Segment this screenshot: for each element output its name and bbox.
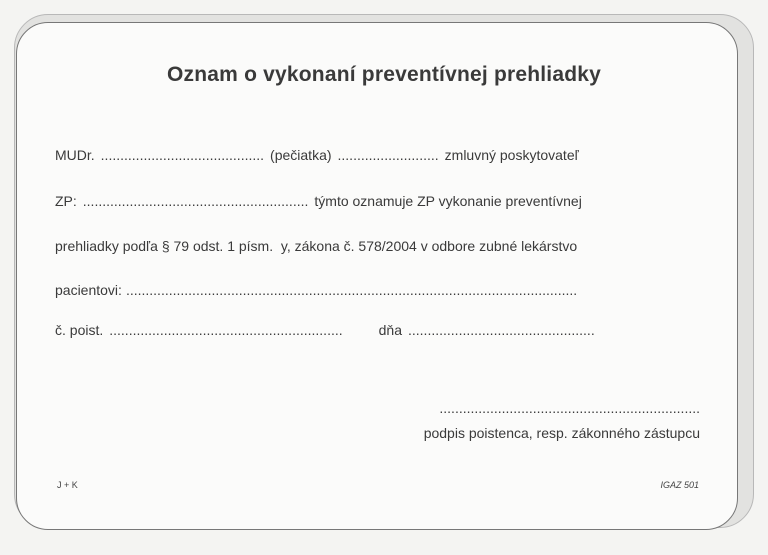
date-field[interactable]: ................................................ [408, 322, 595, 338]
provider-label: zmluvný poskytovateľ [444, 147, 579, 163]
insurance-number-label: č. poist. [55, 322, 104, 338]
doctor-line [55, 147, 700, 163]
insurer-label: ZP: [55, 193, 77, 209]
stamp-label: (pečiatka) [270, 147, 332, 163]
date-label: dňa [378, 322, 402, 338]
doctor-label: MUDr. [55, 147, 95, 163]
insurer-field[interactable]: .......................................................... [82, 193, 309, 209]
doctor-field[interactable]: .......................................... [100, 147, 265, 163]
stamp-field[interactable]: .......................... [337, 147, 439, 163]
patient-field[interactable]: .................................................................................................................... [125, 282, 578, 298]
footer-form-code: IGAZ 501 [660, 480, 699, 490]
insurance-number-field[interactable]: ............................................................ [109, 322, 343, 338]
form-card [16, 22, 738, 530]
legal-text: prehliadky podľa § 79 odst. 1 písm. y, zákona č. 578/2004 v odbore zubné lekárstvo [55, 238, 578, 254]
insurance-number-line [55, 322, 700, 338]
signature-caption: podpis poistenca, resp. zákonného zástupcu [423, 425, 700, 441]
signature-field[interactable]: ................................................................... [439, 400, 700, 416]
patient-line [55, 282, 700, 298]
footer-left-code: J + K [57, 480, 78, 490]
notice-text: týmto oznamuje ZP vykonanie preventívnej [314, 193, 582, 209]
legal-line [55, 238, 700, 254]
form-title: Oznam o vykonaní preventívnej prehliadky [167, 63, 601, 86]
insurer-line [55, 193, 700, 209]
patient-label: pacientovi: [55, 282, 122, 298]
